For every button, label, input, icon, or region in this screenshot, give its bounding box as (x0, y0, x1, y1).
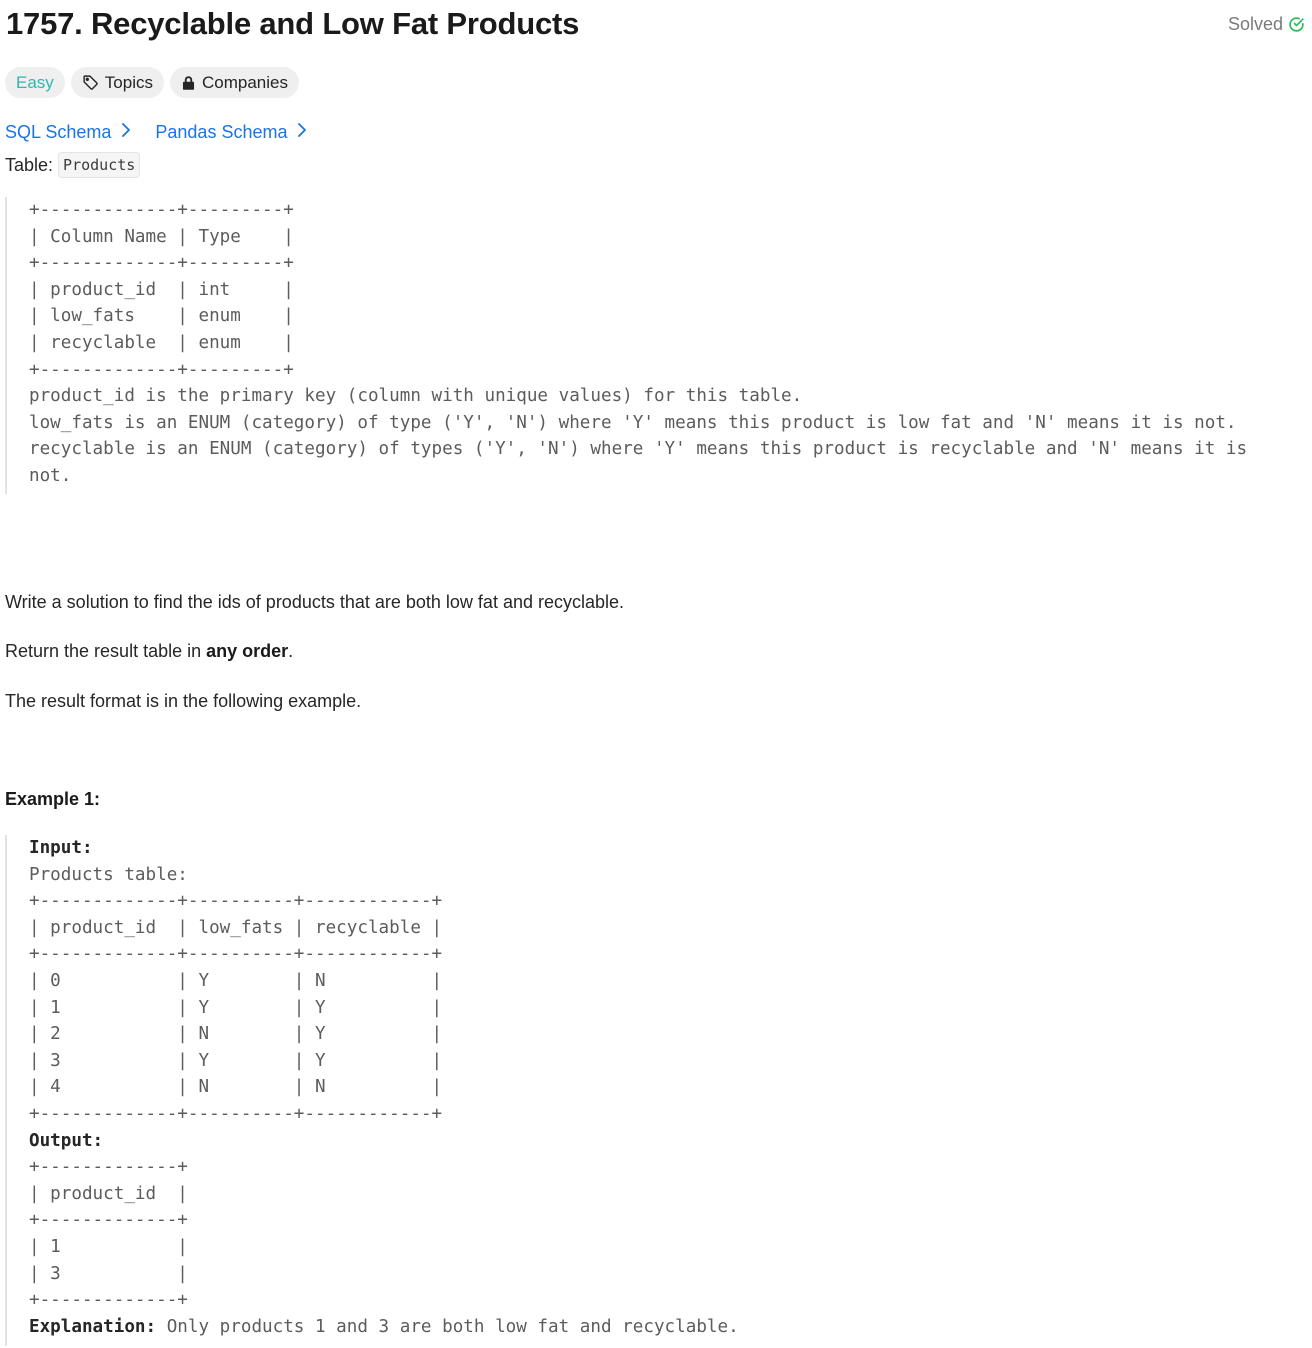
tag-icon (82, 74, 99, 91)
topics-label: Topics (104, 72, 153, 92)
output-body: +-------------+ | product_id | +-------------+ | 1 | | 3 | +-------------+ (29, 1157, 188, 1311)
order-paragraph (5, 641, 293, 662)
explanation-body: Only products 1 and 3 are both low fat and recyclable. (156, 1316, 739, 1337)
input-body: Products table: +-------------+----------+------------+ | product_id | low_fats | recyclable | +-------------+----------+------------+ | 0 | Y | N | | 1 | Y | Y | | 2 | N | Y | | 3 | Y | Y | | 4 | N | N | +-------------+----------+------------+ (29, 864, 443, 1124)
format-paragraph: The result format is in the following example. (5, 691, 362, 711)
check-circle-icon (1288, 16, 1305, 33)
schema-text: +-------------+---------+ | Column Name | Type | +-------------+---------+ | product_id | int | | low_fats | enum | | recyclable | enum | +-------------+---------+ product_id is the primary key (column with unique values) for this table. low_fats is an ENUM (category) of type ('Y', 'N') where 'Y' means this product is low fat and 'N' means it is not. recyclable is an ENUM (category) of types ('Y', 'N') where 'Y' means this product is recyclable and 'N' means it is not. (29, 200, 1248, 486)
chevron-right-icon (121, 122, 131, 143)
pandas-schema-label: Pandas Schema (155, 122, 288, 142)
lock-icon (181, 75, 196, 91)
table-intro-label: Table: (5, 154, 54, 175)
example-title: Example 1: (5, 789, 101, 809)
companies-label: Companies (201, 72, 288, 92)
output-label: Output: (29, 1130, 104, 1151)
order-text-after: . (288, 641, 294, 661)
schema-block (5, 197, 1297, 494)
difficulty-label: Easy (16, 72, 54, 92)
explanation-label: Explanation: (29, 1316, 157, 1337)
schema-links (5, 122, 307, 143)
order-text-bold: any order (206, 641, 289, 661)
sql-schema-label: SQL Schema (5, 122, 112, 142)
tag-bar (5, 67, 299, 98)
table-name-code: Products (58, 152, 140, 178)
example-text (29, 835, 1297, 1340)
order-text-before: Return the result table in (5, 641, 207, 661)
difficulty-badge[interactable] (5, 67, 65, 98)
input-label: Input: (29, 838, 93, 858)
title-row (5, 4, 1305, 48)
table-intro (5, 152, 140, 178)
solved-label: Solved (1227, 14, 1283, 34)
pandas-schema-link[interactable] (155, 122, 307, 143)
sql-schema-link[interactable] (5, 122, 131, 143)
description-paragraph: Write a solution to find the ids of products that are both low fat and recyclable. (5, 592, 625, 612)
chevron-right-icon (297, 122, 307, 143)
solved-status (1228, 14, 1305, 35)
companies-button[interactable] (170, 67, 299, 98)
problem-title[interactable]: 1757. Recyclable and Low Fat Products (6, 6, 580, 41)
example-block (5, 835, 1297, 1346)
topics-button[interactable] (71, 67, 164, 98)
